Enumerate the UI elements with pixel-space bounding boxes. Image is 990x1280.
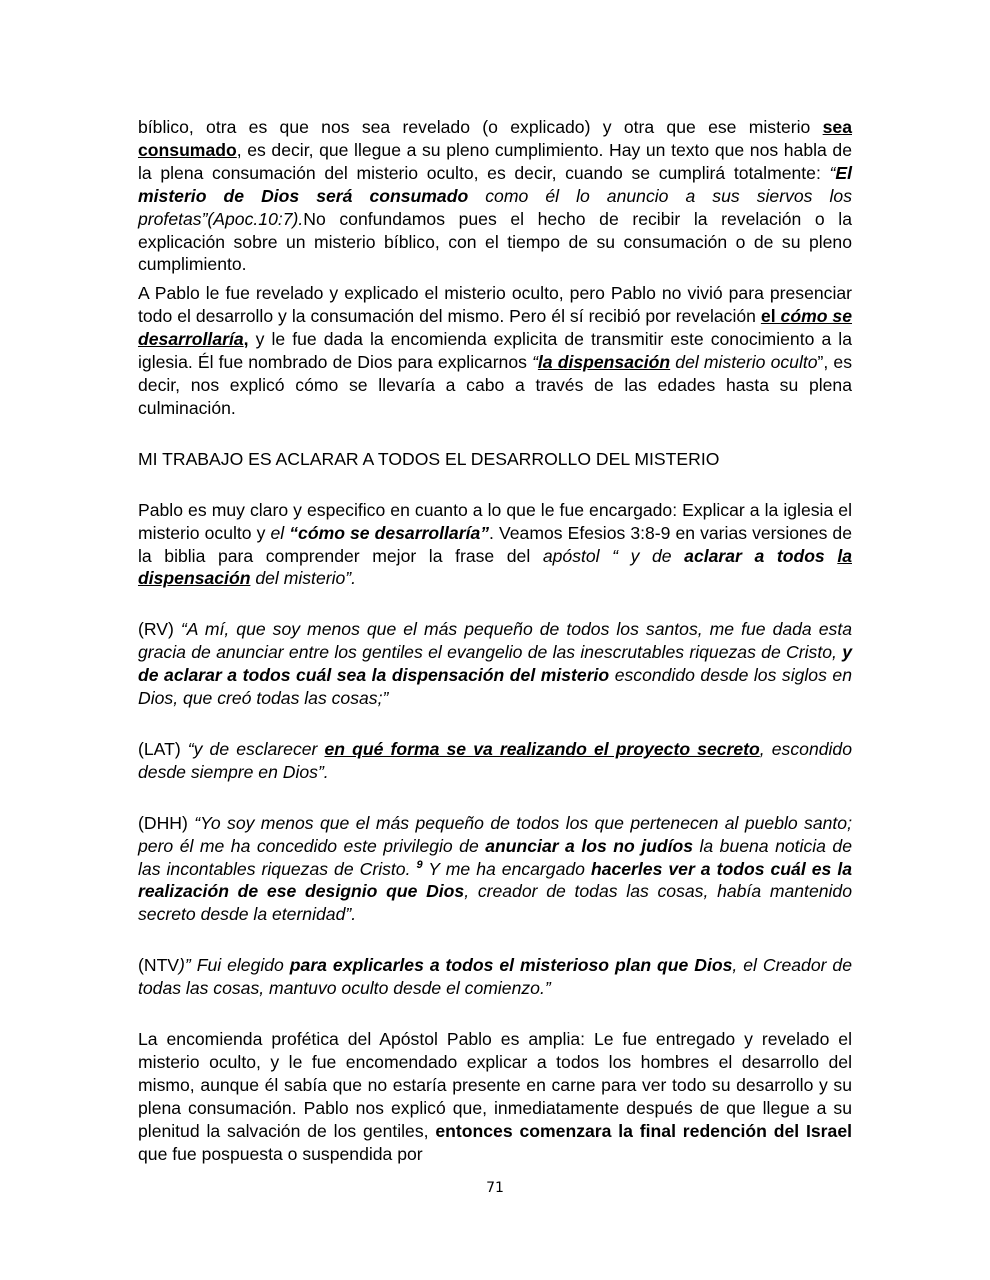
- quote-text: “y de esclarecer: [187, 738, 325, 759]
- quote-text: del misterio oculto: [670, 352, 818, 373]
- quote-text: apóstol “ y de: [542, 545, 685, 566]
- verse-ntv: [138, 954, 852, 1000]
- emphasis-text: hacerles ver a todos cuál es la realización de ese designio que Dios: [138, 858, 852, 902]
- quote-text: )” Fui elegido: [179, 955, 290, 976]
- verse-number: 9: [416, 858, 423, 871]
- emphasis-text: cómo se desarrollaría: [138, 306, 852, 350]
- emphasis-text: sea consumado: [138, 117, 852, 160]
- text: y le fue dada la encomienda explicita de transmitir este conocimiento a la iglesia. Él fue nombrado de Dios para explicarnos: [138, 329, 852, 373]
- text: “: [829, 162, 836, 183]
- verse-lat: [138, 738, 852, 784]
- text: el: [270, 522, 290, 543]
- paragraph-pablo-revelacion: [138, 282, 852, 419]
- quote-text: como él lo anuncio a sus siervos los profetas”(Apoc.10:7).: [138, 185, 852, 229]
- text: ”, es decir, nos explicó cómo se llevaría a cabo a través de las edades hasta su plena culminación.: [138, 352, 852, 418]
- emphasis-text: aclarar a todos: [684, 545, 838, 566]
- text: que fue pospuesta o suspendida por: [138, 1143, 423, 1164]
- section-heading: MI TRABAJO ES ACLARAR A TODOS EL DESARROLLO DEL MISTERIO: [138, 448, 720, 469]
- quote-text: , creador de todas las cosas, había mantenido secreto desde la eternidad”.: [138, 881, 852, 925]
- quote-text: , escondido desde siempre en Dios”.: [138, 738, 852, 782]
- text: “: [532, 352, 538, 373]
- emphasis-text: “cómo se desarrollaría”: [289, 522, 490, 543]
- verse-dhh: [138, 812, 852, 927]
- quote-text: del misterio”.: [250, 568, 357, 589]
- text: A Pablo le fue revelado y explicado el misterio oculto, pero Pablo no vivió para presenciar todo el desarrollo y la consumación del mismo. Pero él sí recibió por revelación: [138, 283, 852, 327]
- emphasis-text: y de aclarar a todos cuál sea la dispensación del misterio: [138, 642, 852, 686]
- emphasis-text: El misterio de Dios será consumado: [138, 162, 852, 206]
- emphasis-text: en qué forma se va realizando el proyecto secreto: [324, 738, 760, 759]
- text: Pablo es muy claro y especifico en cuanto a lo que le fue encargado: Explicar a la iglesia el misterio oculto y: [138, 499, 852, 543]
- text: bíblico, otra es que nos sea revelado (o explicado) y otra que ese misterio: [138, 117, 823, 137]
- page-number: 71: [486, 1180, 504, 1196]
- paragraph-consumacion: [138, 116, 852, 276]
- text: , es decir, que llegue a su pleno cumplimiento. Hay un texto que nos habla de la plena consumación del misterio oculto, es decir, cuando se cumplirá totalmente:: [138, 139, 852, 183]
- quote-text: Y me ha encargado: [422, 858, 591, 879]
- quote-text: “A mí, que soy menos que el más pequeño de todos los santos, me fue dada esta gracia de anunciar entre los gentiles el evangelio de las inescrutables riquezas de Cristo,: [138, 619, 852, 663]
- quote-text: la buena noticia de las incontables riquezas de Cristo.: [138, 835, 852, 879]
- version-tag: (NTV: [138, 955, 180, 976]
- emphasis-text: para explicarles a todos el misterioso plan que Dios: [289, 955, 733, 976]
- emphasis-text: entonces comenzara la final redención del Israel: [435, 1120, 852, 1141]
- quote-text: escondido desde los siglos en Dios, que creó todas las cosas;”: [138, 665, 852, 709]
- emphasis-text: el: [760, 306, 781, 327]
- emphasis-text: la dispensación: [138, 545, 852, 589]
- text: No confundamos pues el hecho de recibir la revelación o la explicación sobre un misterio bíblico, con el tiempo de su consumación o de su pleno cumplimiento.: [138, 208, 852, 275]
- verse-rv: [138, 618, 852, 710]
- text: ,: [243, 329, 249, 350]
- emphasis-text: la dispensación: [537, 352, 671, 373]
- version-tag: (DHH): [138, 812, 195, 833]
- paragraph-encomienda-profetica: [138, 1028, 852, 1165]
- text: . Veamos Efesios 3:8-9 en varias versiones de la biblia para comprender mejor la frase del: [138, 522, 852, 566]
- version-tag: (RV): [138, 619, 181, 640]
- emphasis-text: anunciar a los no judíos: [485, 835, 694, 856]
- version-tag: (LAT): [138, 738, 188, 759]
- quote-text: , el Creador de todas las cosas, mantuvo oculto desde el comienzo.”: [138, 955, 852, 999]
- text: La encomienda profética del Apóstol Pablo es amplia: Le fue entregado y revelado el misterio oculto, y le fue encomendado explicar a todos los hombres el desarrollo del mismo, aunque él sabía que no estaría presente en carne para ver todo su desarrollo y su plena consumación. Pablo nos explicó que, inmediatamente después de que llegue a su plenitud la salvación de los gentiles,: [138, 1029, 852, 1141]
- document-body: [138, 116, 852, 1166]
- paragraph-encargo: [138, 499, 852, 591]
- quote-text: “Yo soy menos que el más pequeño de todos los que pertenecen al pueblo santo; pero él me ha concedido este privilegio de: [138, 812, 852, 856]
